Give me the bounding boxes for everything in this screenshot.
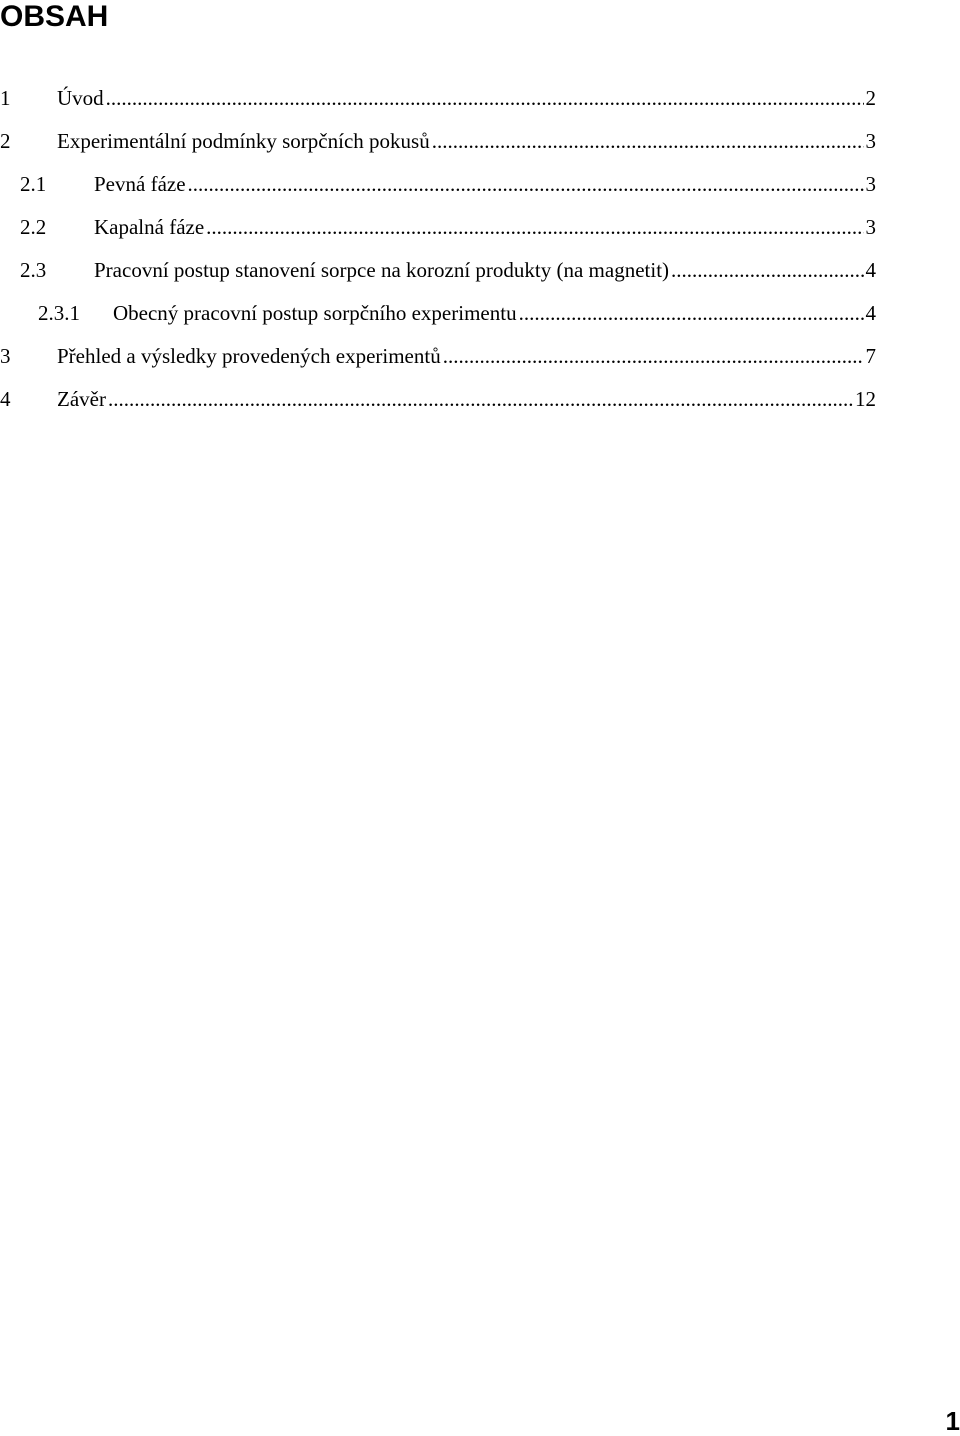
table-of-contents <box>0 76 876 420</box>
toc-entry-page: 3 <box>865 171 876 196</box>
toc-entry[interactable] <box>0 119 876 162</box>
toc-entry-title: Kapalná fáze <box>94 214 205 239</box>
toc-entry-title: Závěr <box>57 386 106 411</box>
toc-entry-page: 7 <box>865 343 876 368</box>
dot-leader <box>188 172 864 196</box>
toc-entry-number: 2.3 <box>20 257 47 282</box>
dot-leader <box>519 301 864 325</box>
toc-entry[interactable] <box>0 76 876 119</box>
toc-entry-page: 4 <box>865 257 876 282</box>
toc-entry-title: Obecný pracovní postup sorpčního experimentu <box>113 300 517 325</box>
toc-entry-page: 12 <box>855 386 876 411</box>
toc-entry-number: 4 <box>0 386 11 411</box>
toc-entry-page: 4 <box>865 300 876 325</box>
toc-entry[interactable] <box>0 248 876 291</box>
page-title: OBSAH <box>0 0 109 33</box>
dot-leader <box>106 86 864 110</box>
toc-entry-number: 2.2 <box>20 214 47 239</box>
toc-entry-number: 2.1 <box>20 171 47 196</box>
toc-entry-title: Pracovní postup stanovení sorpce na korozní produkty (na magnetit) <box>94 257 670 282</box>
toc-entry-number: 1 <box>0 85 11 110</box>
dot-leader <box>206 215 863 239</box>
toc-entry[interactable] <box>0 205 876 248</box>
toc-entry-page: 2 <box>865 85 876 110</box>
toc-entry-title: Úvod <box>57 85 104 110</box>
dot-leader <box>432 129 864 153</box>
toc-entry-title: Přehled a výsledky provedených experimentů <box>57 343 441 368</box>
toc-entry[interactable] <box>0 334 876 377</box>
toc-entry-title: Pevná fáze <box>94 171 186 196</box>
dot-leader <box>108 387 853 411</box>
page-number: 1 <box>945 1406 960 1436</box>
dot-leader <box>443 344 864 368</box>
dot-leader <box>671 258 863 282</box>
toc-entry-page: 3 <box>865 214 876 239</box>
toc-entry[interactable] <box>0 377 876 420</box>
toc-entry-number: 2 <box>0 128 11 153</box>
toc-entry[interactable] <box>0 162 876 205</box>
toc-entry-page: 3 <box>865 128 876 153</box>
toc-entry[interactable] <box>0 291 876 334</box>
toc-entry-title: Experimentální podmínky sorpčních pokusů <box>57 128 430 153</box>
toc-entry-number: 3 <box>0 343 11 368</box>
toc-entry-number: 2.3.1 <box>38 300 80 325</box>
